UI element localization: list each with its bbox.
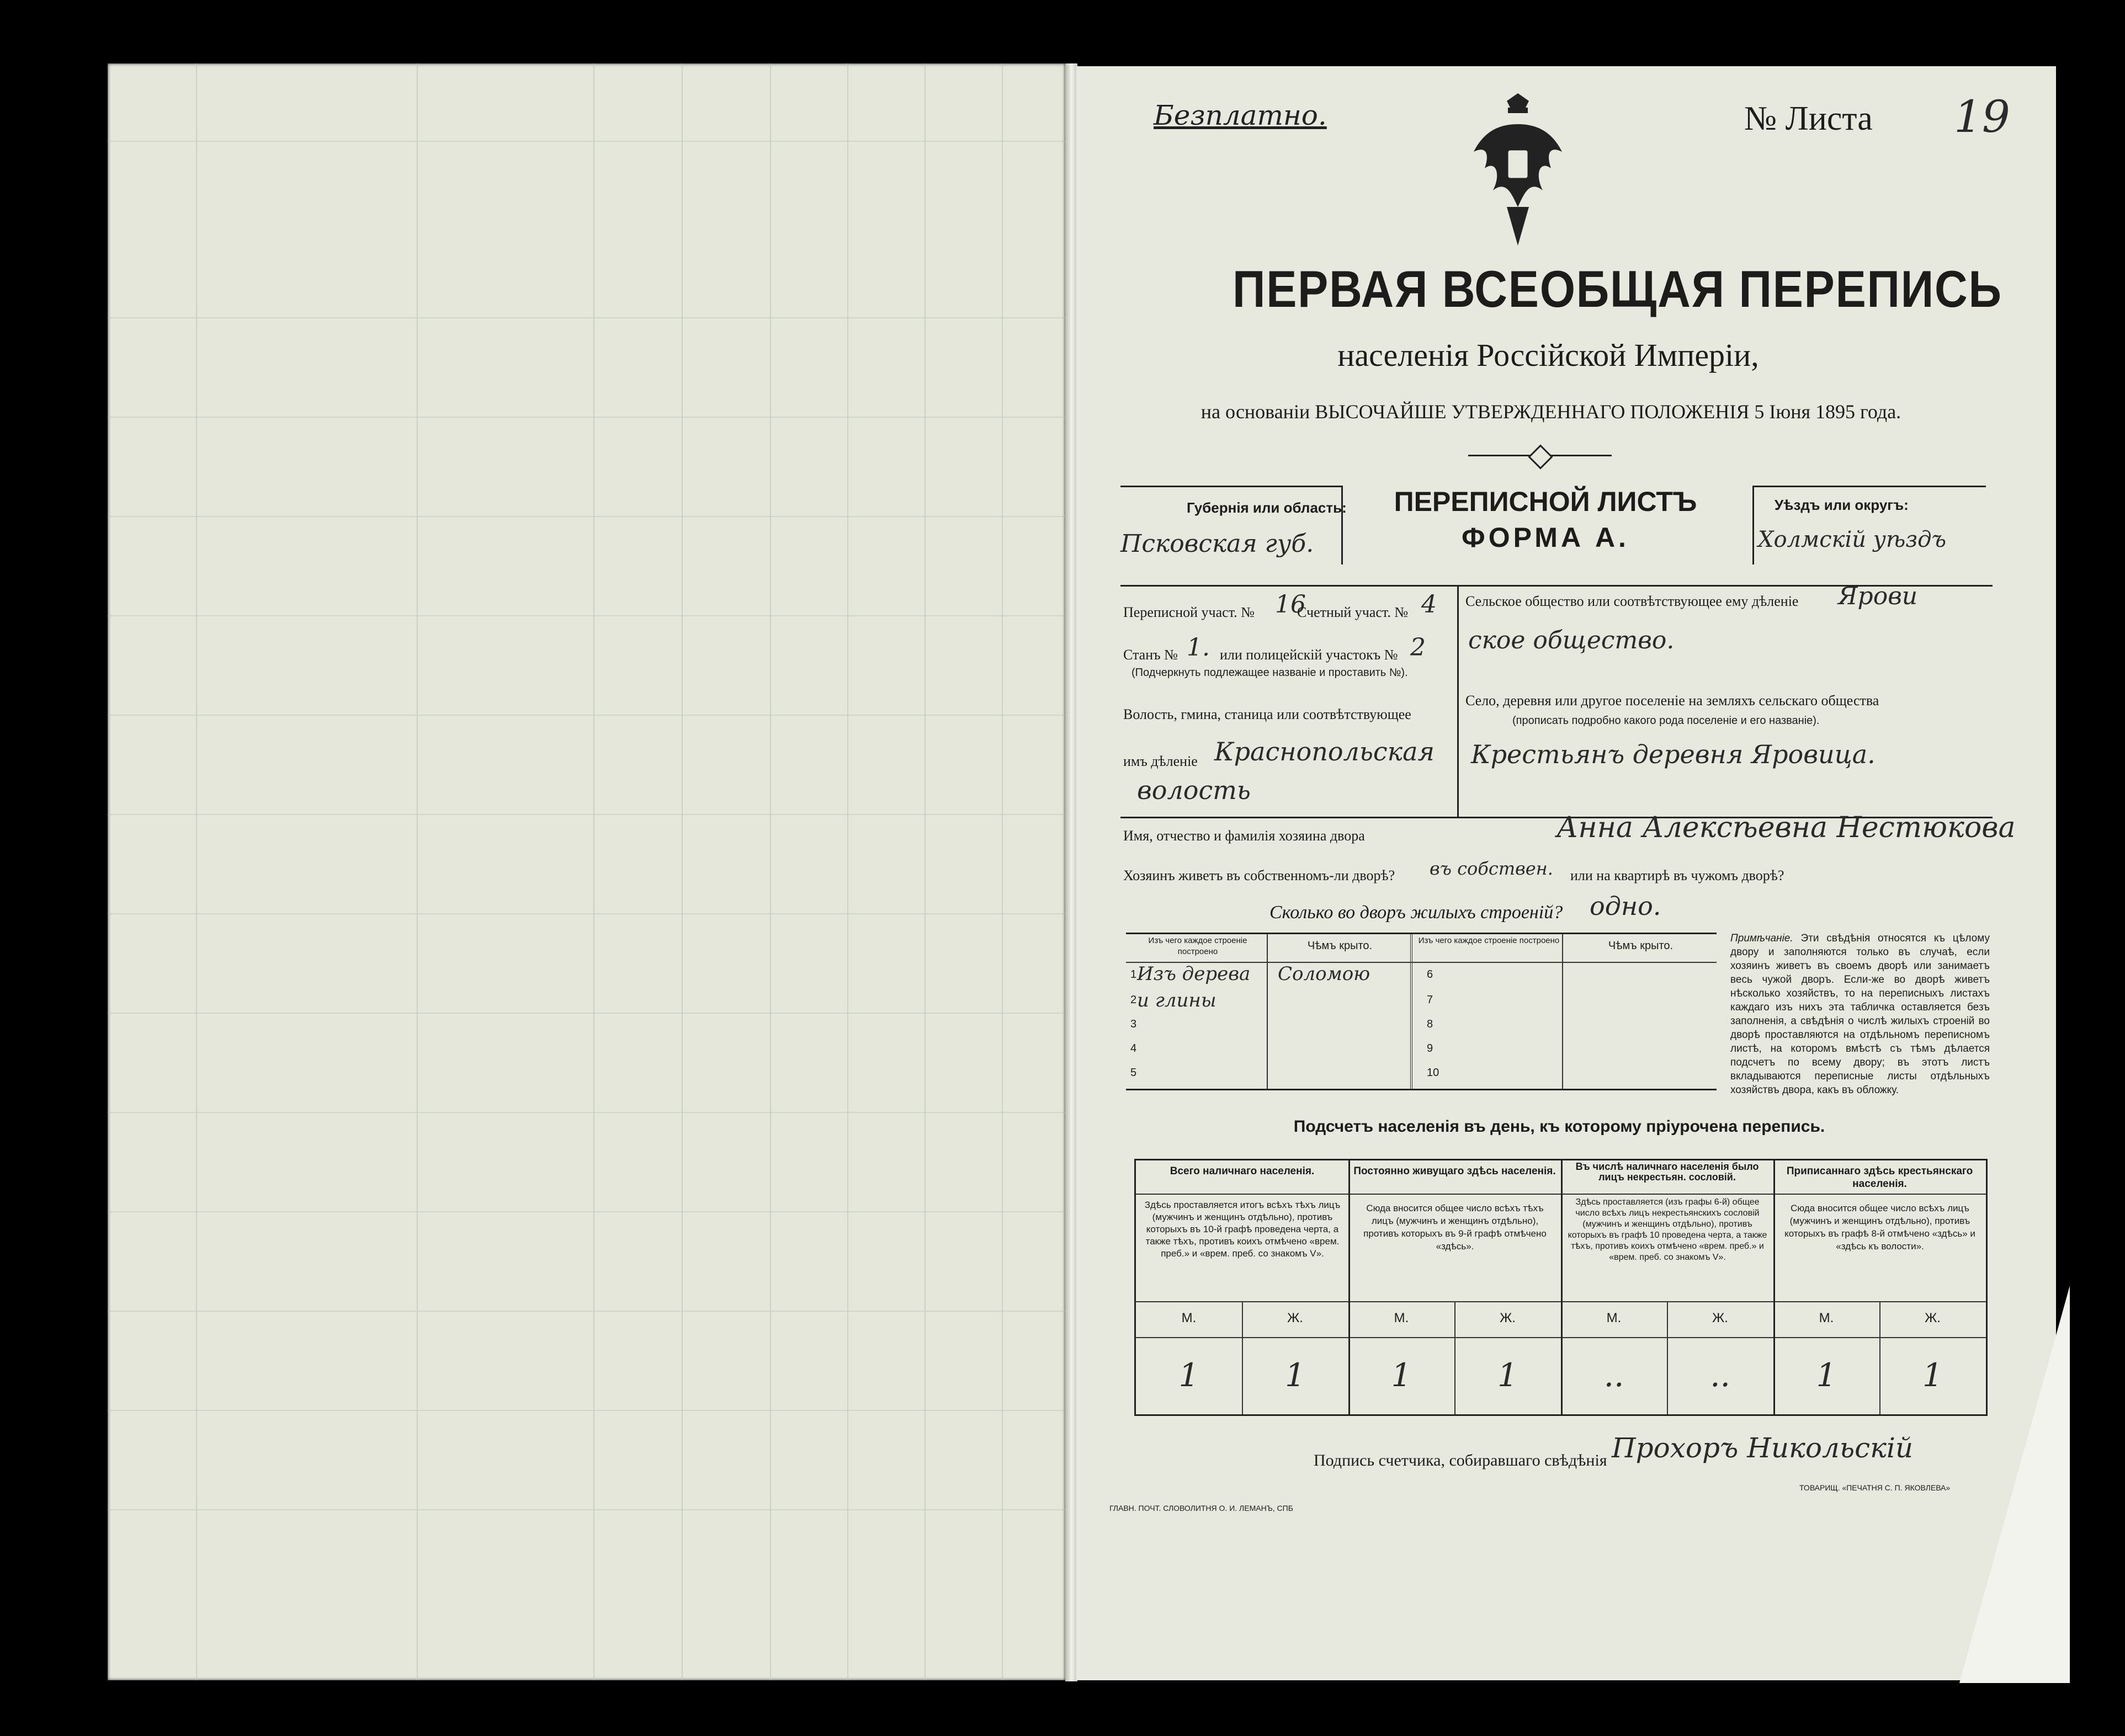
buildings-col-material: Изъ чего каждое строеніе построено (1148, 936, 1247, 956)
community-value: Ярови (1838, 582, 1918, 610)
buildings-value: одно. (1590, 891, 1661, 921)
female-label: Ж. (1925, 1311, 1941, 1325)
building-row-material: Изъ дерева (1137, 963, 1251, 985)
count-value: 1 (1922, 1356, 1943, 1394)
uezd-value: Холмскій уѣздъ (1758, 527, 1947, 552)
sheet-number-label: № Листа (1744, 100, 1873, 137)
count-value: .. (1710, 1356, 1730, 1394)
building-row-number: 1 (1130, 968, 1137, 981)
male-label: М. (1181, 1311, 1197, 1325)
legal-basis: на основаніи ВЫСОЧАЙШЕ УТВЕРЖДЕННАГО ПОЛОЖЕНІЯ 5 Іюня 1895 года. (1200, 401, 1901, 423)
building-row-number: 8 (1427, 1018, 1433, 1030)
building-row-number: 9 (1427, 1042, 1433, 1055)
female-label: Ж. (1712, 1311, 1728, 1325)
owner-lives-label-2: или на квартирѣ въ чужомъ дворѣ? (1570, 867, 1784, 883)
count-group-desc: Сюда вносится общее число всѣхъ лицъ (мужчинъ и женщинъ отдѣльно), противъ которыхъ въ графѣ 8-й отмѣчено «здѣсь» и «здѣсь къ волости». (1784, 1203, 1975, 1252)
police-value: 2 (1410, 633, 1426, 662)
imprint-left: ГЛАВН. ПОЧТ. СЛОВОЛИТНЯ О. И. ЛЕМАНЪ, СПБ (1109, 1504, 1293, 1513)
buildings-table (1126, 933, 1717, 1090)
village-value: Крестьянъ деревня Яровица. (1471, 739, 1876, 769)
count-title: Подсчетъ населенія въ день, къ которому пріурочена перепись. (1293, 1117, 1825, 1136)
female-label: Ж. (1287, 1311, 1303, 1325)
village-note: (прописать подробно какого рода поселеніе и его названіе). (1512, 715, 1820, 727)
count-group-head: Въ числѣ наличнаго населенія было лицъ некрестьян. сословій. (1575, 1161, 1759, 1183)
form-name: ФОРМА А. (1462, 522, 1629, 553)
uezd-label: Уѣздъ или округъ: (1775, 497, 1909, 513)
male-label: М. (1394, 1311, 1409, 1325)
underline-note: (Подчеркнуть подлежащее названіе и проставить №). (1131, 667, 1408, 679)
female-label: Ж. (1500, 1311, 1516, 1325)
footnote-label: Примѣчаніе. (1730, 933, 1793, 944)
owner-lives-value: въ собствен. (1430, 858, 1553, 879)
count-value: 1 (1391, 1356, 1412, 1394)
building-row-number: 3 (1130, 1018, 1137, 1030)
volost-value: Краснопольская (1214, 737, 1435, 766)
building-row-number: 5 (1130, 1067, 1137, 1079)
building-row-roof: Соломою (1278, 963, 1370, 985)
community-label: Сельское общество или соотвѣтствующее ему дѣленіе (1465, 593, 1799, 609)
police-label: или полицейскій участокъ № (1220, 647, 1398, 663)
volost-label: Волость, гмина, станица или соотвѣтствующее (1123, 706, 1411, 722)
imprint-right: ТОВАРИЩ. «ПЕЧАТНЯ С. П. ЯКОВЛЕВА» (1799, 1483, 1951, 1492)
count-group-desc: Здѣсь проставляется итогъ всѣхъ тѣхъ лицъ (мужчинъ и женщинъ отдѣльно), противъ которыхъ въ 10-й графѣ проведена черта, а также тѣхъ, противъ коихъ отмѣчено «врем. преб.» и «врем. преб. со знакомъ V». (1144, 1200, 1341, 1259)
count-group-head: Всего наличнаго населенія. (1170, 1165, 1315, 1177)
buildings-col-roof: Чѣмъ крыто. (1307, 940, 1373, 952)
book-gutter (1065, 63, 1077, 1681)
fields-divider (1457, 585, 1459, 817)
count-group-desc: Здѣсь проставляется (изъ графы 6-й) общее число всѣхъ лицъ некрестьянскихъ сословій (мужчинъ и женщинъ отдѣльно), противъ которыхъ въ графѣ 10 проведена черта, а также тѣхъ, противъ коихъ отмѣчено «врем. преб.» и «врем. преб. со знакомъ V». (1568, 1197, 1767, 1262)
building-row-number: 6 (1427, 968, 1433, 981)
male-label: М. (1819, 1311, 1834, 1325)
count-group-head: Постоянно живущаго здѣсь населенія. (1353, 1165, 1556, 1177)
signature-label: Подпись счетчика, собиравшаго свѣдѣнія (1314, 1451, 1607, 1469)
census-section-label: Переписной участ. № (1123, 604, 1255, 620)
sheet-number-value: 19 (1954, 91, 2010, 142)
guberniya-label: Губернія или область: (1187, 499, 1347, 516)
sheet-title: ПЕРЕПИСНОЙ ЛИСТЪ (1394, 486, 1697, 517)
owner-name-label: Имя, отчество и фамилія хозяина двора (1123, 828, 1365, 844)
building-row-number: 2 (1130, 994, 1137, 1006)
count-value: 1 (1816, 1356, 1837, 1394)
building-row-material: и глины (1137, 989, 1216, 1011)
count-section-value: 4 (1421, 590, 1437, 619)
building-row-number: 4 (1130, 1042, 1137, 1055)
buildings-col-material-right: Изъ чего каждое строеніе построено (1418, 936, 1560, 945)
free-label: Безплатно. (1154, 99, 1327, 131)
stan-label: Станъ № (1123, 647, 1178, 663)
signature-value: Прохоръ Никольскій (1612, 1432, 1914, 1464)
page-title: ПЕРВАЯ ВСЕОБЩАЯ ПЕРЕПИСЬ (1232, 260, 2002, 318)
count-group-desc: Сюда вносится общее число всѣхъ тѣхъ лицъ (мужчинъ и женщинъ отдѣльно), противъ которыхъ въ 9-й графѣ отмѣчено «здѣсь». (1363, 1203, 1547, 1252)
volost-label-2: имъ дѣленіе (1123, 753, 1198, 769)
building-row-number: 7 (1427, 994, 1433, 1006)
population-count-table (1134, 1159, 1988, 1416)
count-value: .. (1603, 1356, 1624, 1394)
ornament-divider (1468, 447, 1612, 464)
village-label: Село, деревня или другое поселеніе на земляхъ сельскаго общества (1465, 693, 1879, 709)
page-subtitle: населенія Россійской Имперіи, (1337, 337, 1759, 373)
volost-value-2: волость (1137, 775, 1251, 805)
building-row-number: 10 (1427, 1067, 1439, 1079)
footnote (1730, 931, 1990, 1097)
count-value: 1 (1285, 1356, 1305, 1394)
buildings-col-roof-right: Чѣмъ крыто. (1608, 940, 1674, 952)
male-label: М. (1606, 1311, 1622, 1325)
census-section-value: 16 (1275, 590, 1306, 619)
owner-lives-label: Хозяинъ живетъ въ собственномъ-ли дворѣ? (1123, 867, 1395, 883)
footnote-text: Эти свѣдѣнія относятся къ цѣлому двору и заполняются только въ случаѣ, если хозяинъ живетъ въ своемъ дворѣ или занимаетъ весь чужой дворъ. Если-же во дворѣ живетъ нѣсколько хозяйствъ, то на переписныхъ листахъ каждаго изъ нихъ эта табличка оставляется безъ заполненія, а свѣдѣнія о числѣ жилыхъ строеній во дворѣ проставляются на отдѣльномъ переписномъ листѣ, на которомъ вмѣстѣ съ тѣмъ дѣлается подсчетъ по всему двору; въ этотъ листъ вкладываются переписные листы отдѣльныхъ хозяйствъ двора, какъ въ обложку. (1730, 933, 1990, 1096)
community-value-2: ское общество. (1468, 626, 1675, 654)
imperial-eagle-icon (1468, 91, 1568, 251)
buildings-label: Сколько во дворъ жилыхъ строеній? (1269, 902, 1563, 923)
count-value: 1 (1178, 1356, 1199, 1394)
guberniya-value: Псковская губ. (1120, 530, 1314, 558)
count-section-label: Счетный участ. № (1297, 604, 1409, 620)
owner-name-value: Анна Алексѣевна Нестюкова (1556, 811, 2016, 844)
stan-value: 1. (1187, 633, 1210, 662)
count-value: 1 (1497, 1356, 1518, 1394)
count-group-head: Приписаннаго здѣсь крестьянскаго населенія. (1786, 1165, 1973, 1190)
left-page (108, 63, 1065, 1680)
